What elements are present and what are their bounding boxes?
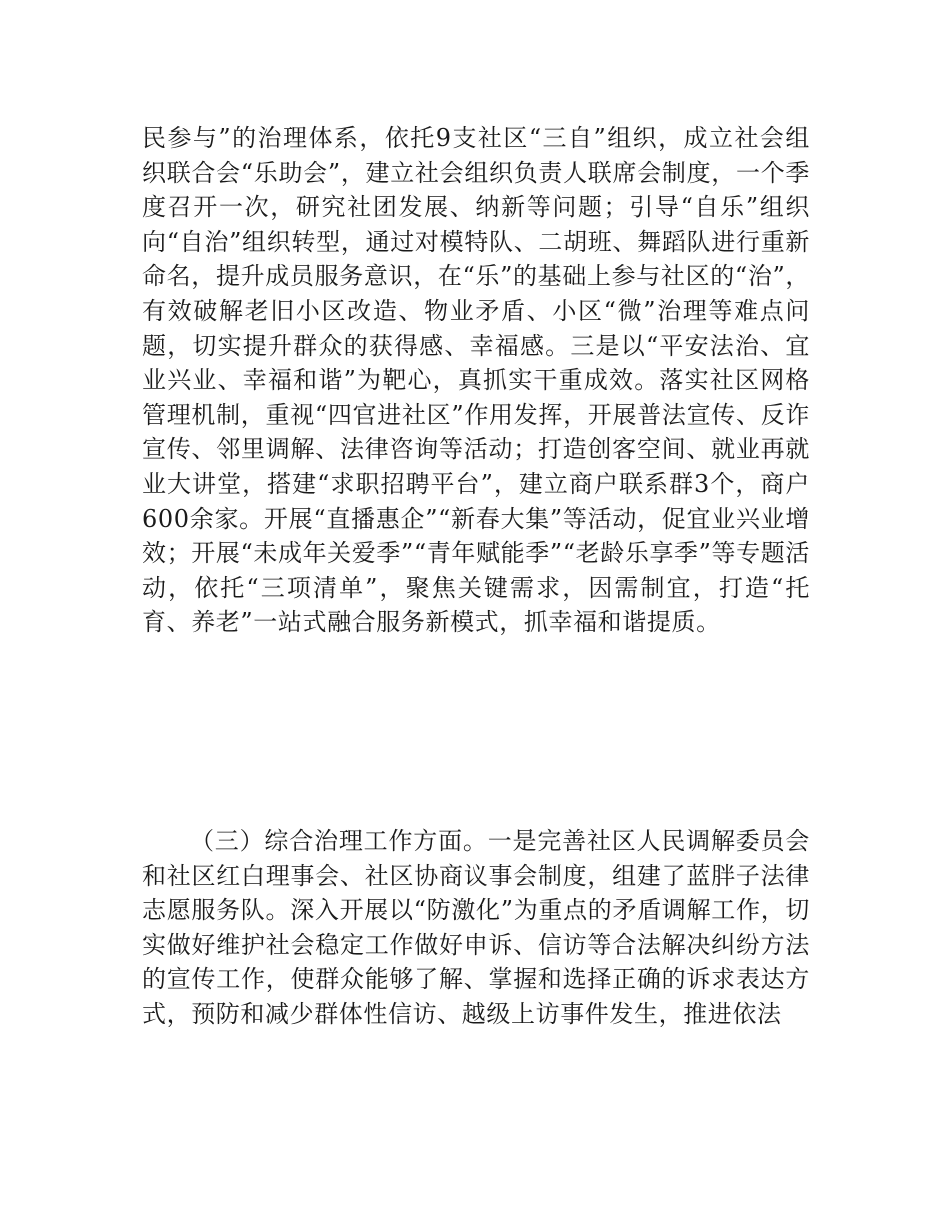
paragraph-section-three: （三）综合治理工作方面。一是完善社区人民调解委员会和社区红白理事会、社区协商议事会制度，组建了蓝胖子法律志愿服务队。深入开展以“防激化”为重点的矛盾调解工作，切实做好维护社会稳定工作做好申诉、信访等合法解决纠纷方法的宣传工作，使群众能够了解、掌握和选择正确的诉求表达方式，预防和减少群体性信访、越级上访事件发生，推进依法 <box>142 827 810 1028</box>
paragraph-continuation: 民参与”的治理体系，依托9支社区“三自”组织，成立社会组织联合会“乐助会”，建立社会组织负责人联席会制度，一个季度召开一次，研究社团发展、纳新等问题；引导“自乐”组织向“自治”组织转型，通过对模特队、二胡班、舞蹈队进行重新命名，提升成员服务意识，在“乐”的基础上参与社区的“治”，有效破解老旧小区改造、物业矛盾、小区“微”治理等难点问题，切实提升群众的获得感、幸福感。三是以“平安法治、宜业兴业、幸福和谐”为靶心，真抓实干重成效。落实社区网格管理机制，重视“四官进社区”作用发挥，开展普法宣传、反诈宣传、邻里调解、法律咨询等活动；打造创客空间、就业再就业大讲堂，搭建“求职招聘平台”，建立商户联系群3个，商户600余家。开展“直播惠企”“新春大集”等活动，促宜业兴业增效；开展“未成年关爱季”“青年赋能季”“老龄乐享季”等专题活动，依托“三项清单”，聚焦关键需求，因需制宜，打造“托育、养老”一站式融合服务新模式，抓幸福和谐提质。 <box>142 124 810 637</box>
section-three-block <box>142 824 810 1032</box>
body-text-block <box>142 121 810 640</box>
